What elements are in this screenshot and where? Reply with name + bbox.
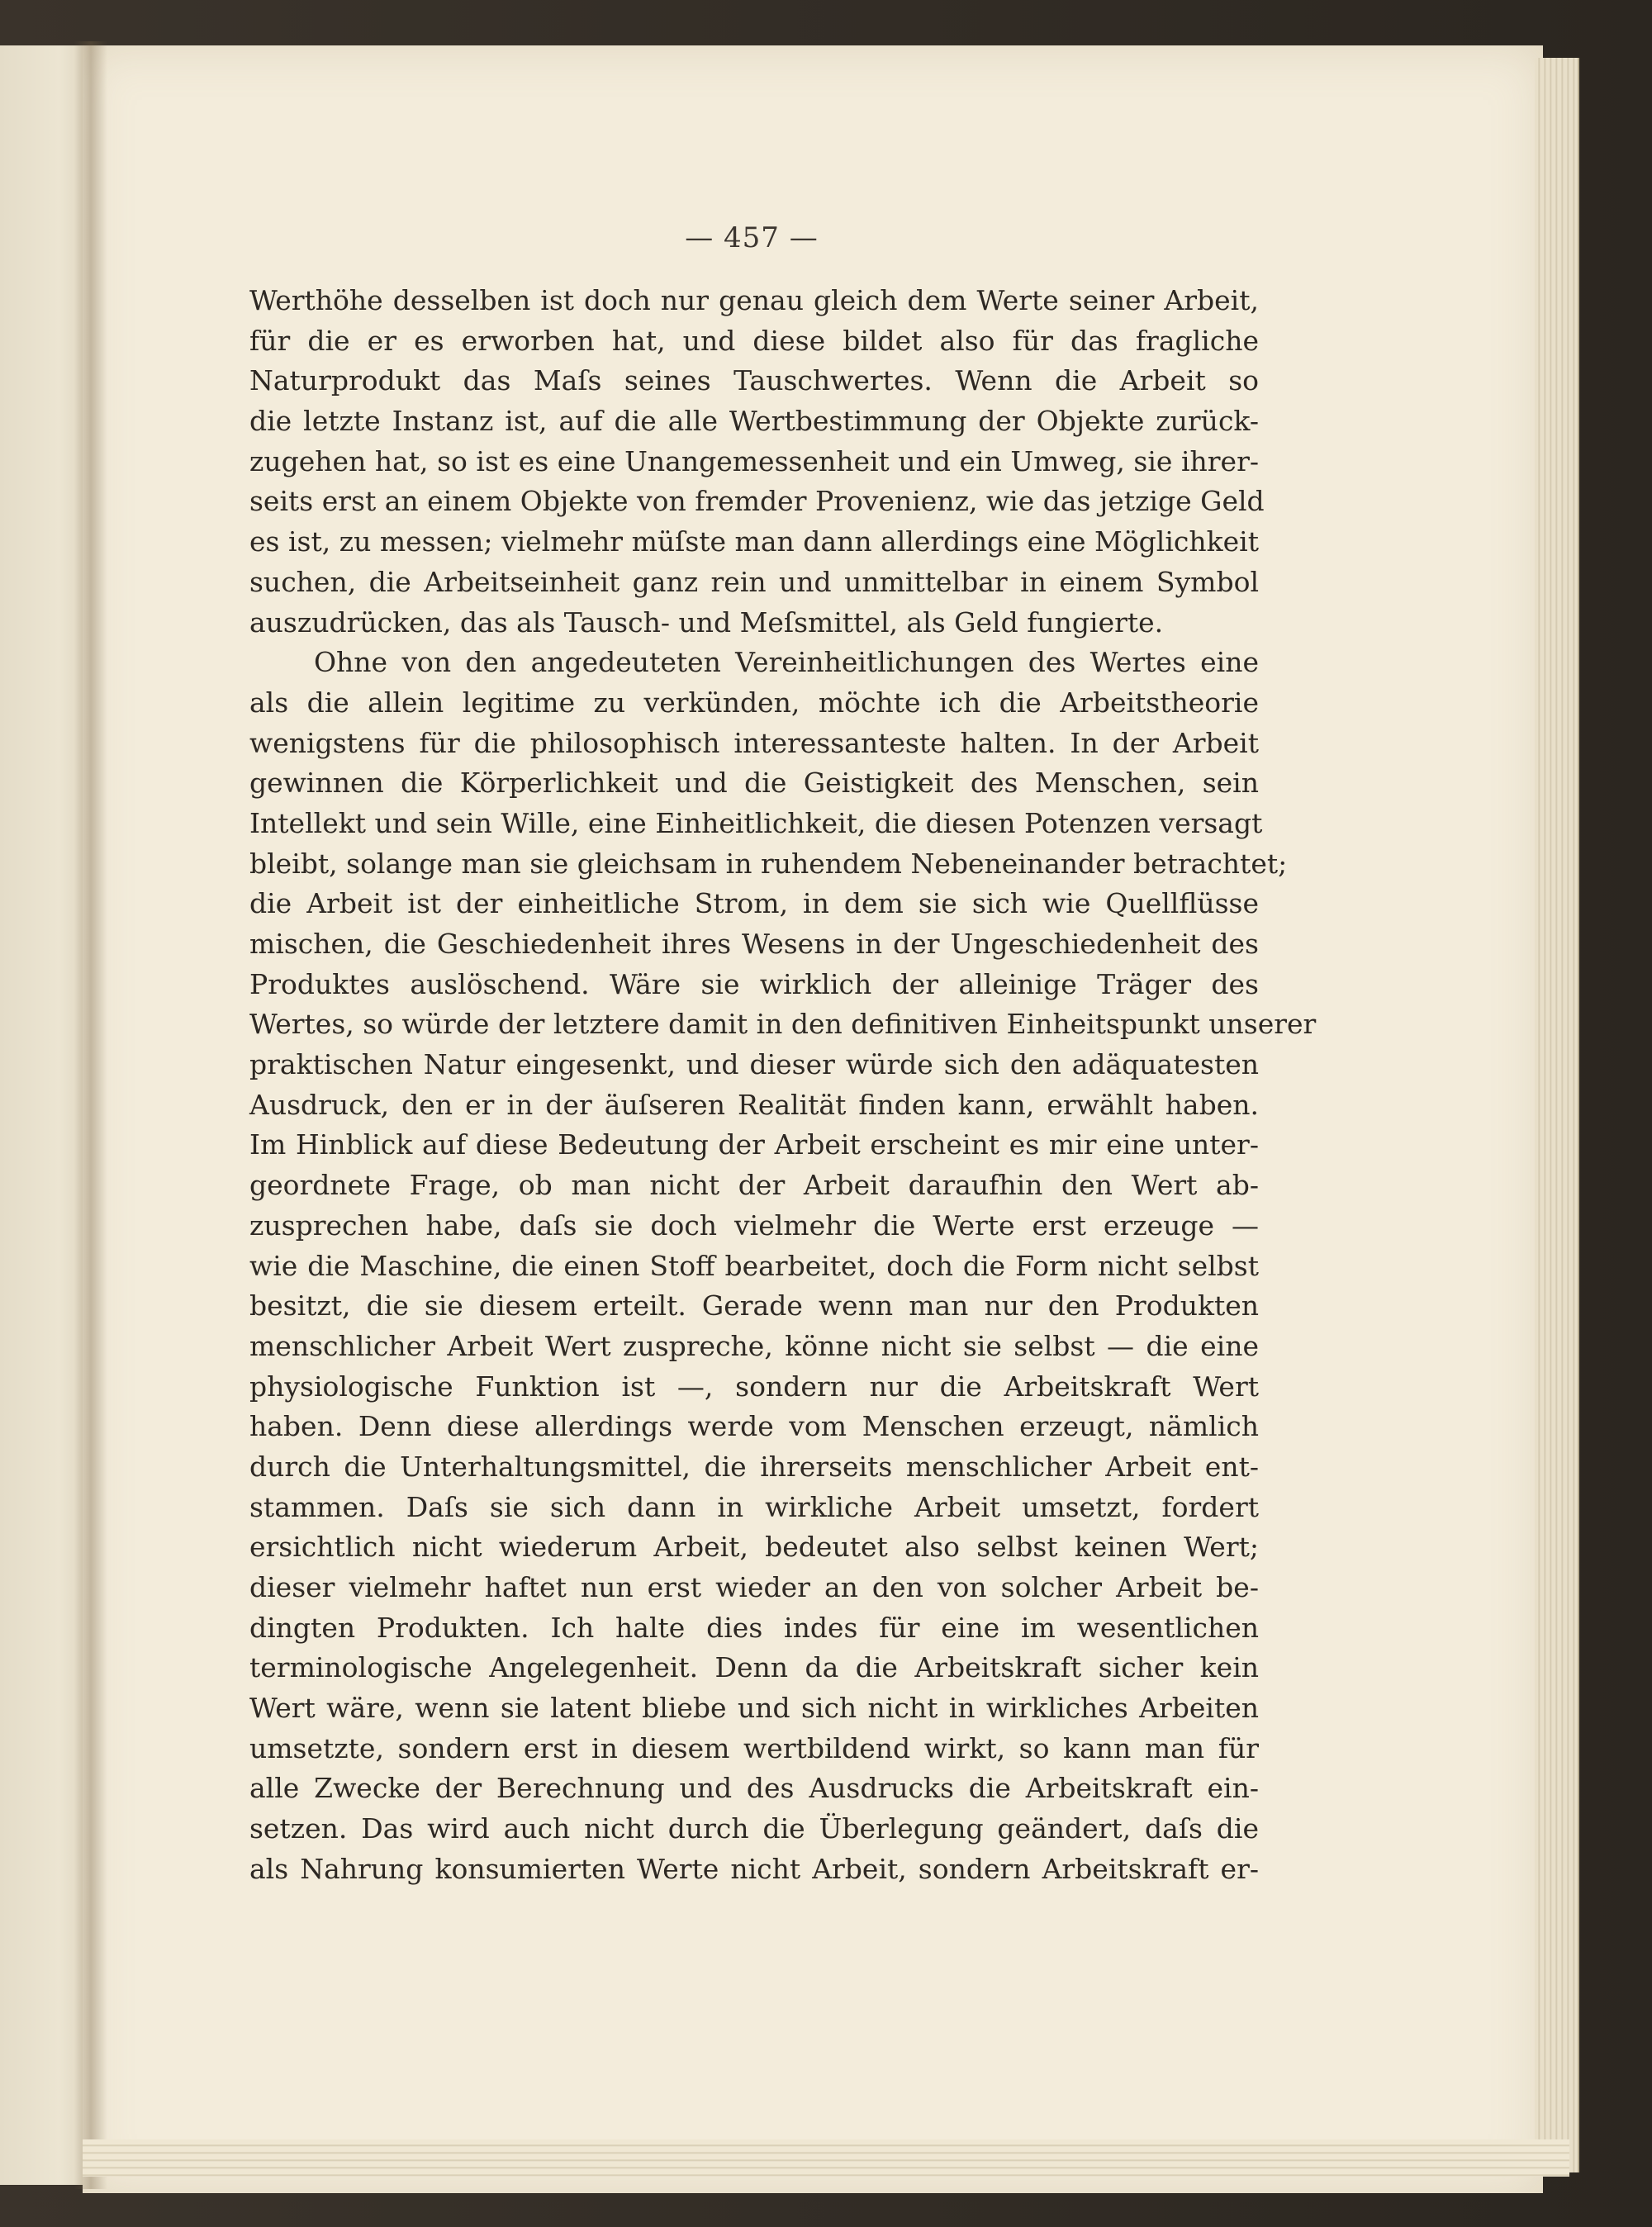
text-line: stammen. Daſs sie sich dann in wirkliche Arbeit umsetzt, fordert [249, 1490, 1259, 1523]
text-line: zusprechen habe, daſs sie doch vielmehr die Werte erst erzeuge — [249, 1208, 1259, 1242]
text-line: ersichtlich nicht wiederum Arbeit, bedeutet also selbst keinen Wert; [249, 1531, 1259, 1564]
text-line: praktischen Natur eingesenkt, und dieser würde sich den adäquatesten [249, 1048, 1259, 1081]
text-line: es ist, zu messen; vielmehr müſste man dann allerdings eine Möglichkeit [249, 525, 1259, 558]
text-line: dieser vielmehr haftet nun erst wieder an den von solcher Arbeit be- [249, 1571, 1259, 1603]
text-line: terminologische Angelegenheit. Denn da die Arbeitskraft sicher kein [249, 1651, 1259, 1684]
text-line: wie die Maschine, die einen Stoff bearbeitet, doch die Form nicht selbst [249, 1249, 1259, 1282]
paragraph-start-line: Ohne von den angedeuteten Vereinheitlichungen des Wertes eine [314, 646, 1259, 679]
text-line: gewinnen die Körperlichkeit und die Geistigkeit des Menschen, sein [249, 767, 1259, 800]
text-line: die Arbeit ist der einheitliche Strom, in dem sie sich wie Quellflüsse [249, 887, 1259, 920]
text-line: seits erst an einem Objekte von fremder Provenienz, wie das jetzige Geld [249, 485, 1265, 518]
text-line: wenigstens für die philosophisch interessanteste halten. In der Arbeit [249, 726, 1259, 759]
text-line: mischen, die Geschiedenheit ihres Wesens in der Ungeschiedenheit des [249, 928, 1259, 960]
text-line: als Nahrung konsumierten Werte nicht Arbeit, sondern Arbeitskraft er- [249, 1852, 1259, 1885]
text-line: Naturprodukt das Maſs seines Tauschwertes. Wenn die Arbeit so [249, 364, 1259, 397]
text-line: auszudrücken, das als Tausch- und Meſsmittel, als Geld fungierte. [249, 605, 1164, 639]
text-line: zugehen hat, so ist es eine Unangemessenheit und ein Umweg, sie ihrer- [249, 444, 1259, 477]
text-line: setzen. Das wird auch nicht durch die Überlegung geändert, daſs die [249, 1812, 1259, 1845]
text-line: die letzte Instanz ist, auf die alle Wertbestimmung der Objekte zurück- [249, 405, 1259, 438]
text-line: umsetzte, sondern erst in diesem wertbildend wirkt, so kann man für [249, 1731, 1259, 1764]
text-line: suchen, die Arbeitseinheit ganz rein und unmittelbar in einem Symbol [249, 565, 1259, 598]
text-line: Im Hinblick auf diese Bedeutung der Arbeit erscheint es mir eine unter- [249, 1128, 1259, 1161]
page-stack-bottom [83, 2139, 1569, 2177]
text-line: dingten Produkten. Ich halte dies indes für eine im wesentlichen [249, 1611, 1259, 1644]
text-line: haben. Denn diese allerdings werde vom Menschen erzeugt, nämlich [249, 1410, 1259, 1443]
body-text [249, 281, 1317, 1890]
text-line: alle Zwecke der Berechnung und des Ausdrucks die Arbeitskraft ein- [249, 1772, 1259, 1805]
text-line: Wert wäre, wenn sie latent bliebe und sich nicht in wirkliches Arbeiten [249, 1692, 1259, 1725]
text-line: physiologische Funktion ist —, sondern nur die Arbeitskraft Wert [249, 1370, 1259, 1403]
text-line: als die allein legitime zu verkünden, möchte ich die Arbeitstheorie [249, 686, 1259, 719]
text-line: Werthöhe desselben ist doch nur genau gleich dem Werte seiner Arbeit, [249, 284, 1259, 316]
text-line: durch die Unterhaltungsmittel, die ihrerseits menschlicher Arbeit ent- [249, 1450, 1259, 1483]
text-line: Intellekt und sein Wille, eine Einheitlichkeit, die diesen Potenzen versagt [249, 806, 1263, 839]
text-line: besitzt, die sie diesem erteilt. Gerade wenn man nur den Produkten [249, 1289, 1259, 1322]
text-line: geordnete Frage, ob man nicht der Arbeit daraufhin den Wert ab- [249, 1169, 1259, 1202]
text-line: Produktes auslöschend. Wäre sie wirklich der alleinige Träger des [249, 967, 1259, 1000]
page-stack-edge [1535, 58, 1579, 2172]
text-line: bleibt, solange man sie gleichsam in ruhendem Nebeneinander betrachtet; [249, 847, 1288, 880]
book-gutter [74, 41, 107, 2189]
text-line: menschlicher Arbeit Wert zuspreche, könne nicht sie selbst — die eine [249, 1329, 1259, 1362]
text-line: Ausdruck, den er in der äuſseren Realität finden kann, erwählt haben. [249, 1088, 1259, 1121]
page-number: — 457 — [685, 221, 819, 254]
text-line: für die er es erworben hat, und diese bildet also für das fragliche [249, 324, 1259, 357]
text-line: Wertes, so würde der letztere damit in den definitiven Einheitspunkt unserer [249, 1008, 1317, 1041]
